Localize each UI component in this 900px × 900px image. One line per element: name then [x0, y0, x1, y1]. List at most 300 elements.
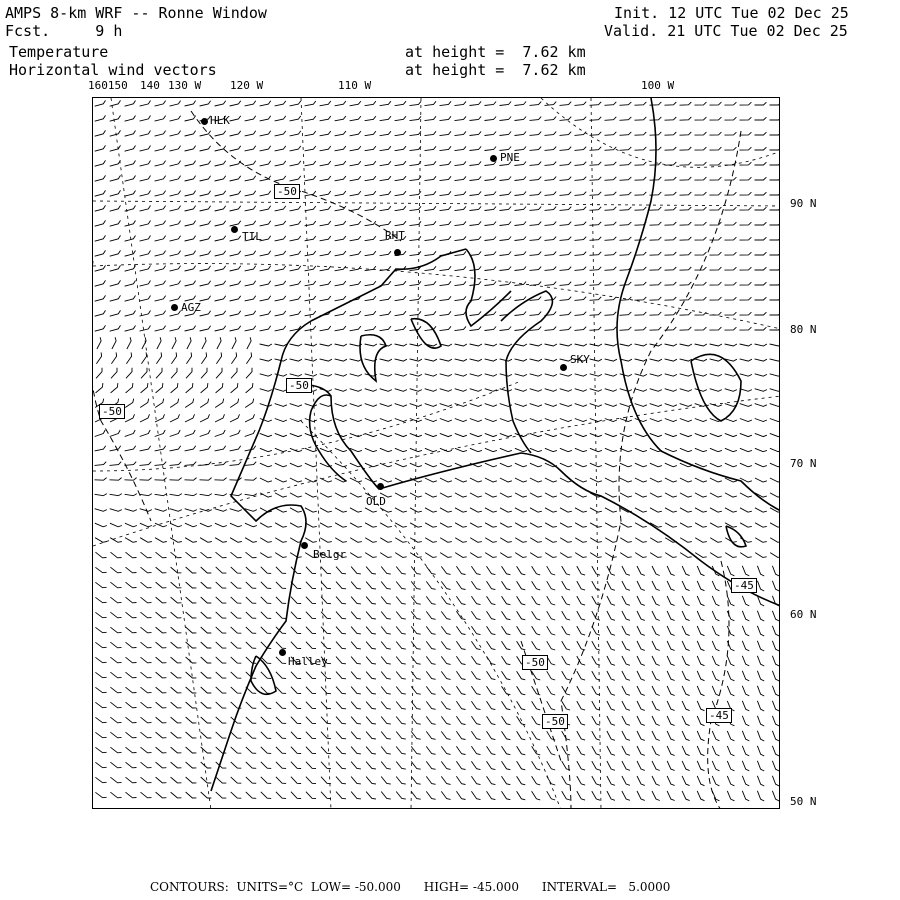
wind-vector	[170, 131, 181, 137]
wind-vector	[276, 762, 286, 769]
wind-vector	[650, 374, 662, 376]
wind-vector	[425, 296, 437, 300]
wind-vector	[575, 478, 587, 482]
wind-vector	[260, 404, 272, 407]
wind-vector	[260, 191, 271, 196]
wind-vector	[320, 448, 332, 451]
wind-vector	[665, 553, 677, 558]
wind-vector	[575, 207, 587, 211]
wind-vector	[455, 146, 467, 150]
wind-vector	[560, 147, 572, 151]
wind-vector	[680, 344, 692, 346]
wind-vector	[321, 717, 331, 724]
wind-vector	[487, 566, 496, 574]
wind-vector	[155, 399, 164, 408]
wind-vector	[770, 147, 781, 150]
wind-vector	[141, 777, 152, 783]
lon-label: 140	[140, 79, 160, 92]
wind-vector	[245, 221, 256, 226]
wind-vector	[530, 252, 542, 256]
wind-vector	[216, 352, 221, 363]
wind-vector	[607, 791, 615, 800]
wind-vector	[170, 523, 182, 527]
wind-vector	[620, 147, 632, 150]
wind-vector	[680, 102, 692, 105]
wind-vector	[515, 523, 527, 527]
wind-vector	[95, 190, 106, 196]
wind-vector	[425, 538, 437, 543]
wind-vector	[637, 566, 645, 575]
wind-vector	[155, 251, 166, 257]
wind-vector	[697, 716, 704, 726]
wind-vector	[425, 281, 437, 285]
wind-vector	[740, 493, 752, 497]
wind-vector	[772, 566, 779, 576]
wind-vector	[365, 296, 376, 301]
wind-vector	[305, 523, 317, 527]
wind-vector	[95, 657, 106, 662]
wind-vector	[232, 337, 236, 349]
wind-vector	[560, 463, 572, 467]
wind-vector	[201, 657, 212, 663]
wind-vector	[290, 523, 302, 527]
wind-vector	[562, 596, 570, 605]
wind-vector	[336, 642, 346, 649]
wind-vector	[635, 267, 647, 270]
wind-vector	[727, 791, 734, 801]
wind-vector	[515, 327, 527, 331]
wind-vector	[605, 478, 617, 482]
wind-vector	[607, 641, 615, 650]
wind-vector	[470, 131, 482, 135]
wind-vector	[351, 792, 361, 799]
wind-vector	[381, 657, 391, 665]
wind-vector	[650, 267, 662, 270]
wind-vector	[515, 132, 527, 136]
wind-vector	[215, 523, 227, 527]
wind-vector	[201, 792, 212, 798]
wind-vector	[575, 493, 587, 497]
wind-vector	[697, 581, 704, 591]
wind-vector	[305, 281, 316, 286]
wind-vector	[366, 657, 376, 664]
wind-vector	[335, 116, 346, 121]
wind-vector	[305, 359, 317, 361]
wind-vector	[260, 176, 271, 181]
wind-vector	[532, 611, 541, 620]
wind-vector	[620, 252, 632, 255]
wind-vector	[680, 493, 692, 497]
wind-vector	[275, 221, 286, 226]
wind-vector	[487, 611, 496, 619]
wind-vector	[202, 337, 206, 349]
wind-vector	[380, 553, 392, 558]
wind-vector	[471, 791, 480, 799]
wind-vector	[95, 777, 106, 782]
wind-vector	[770, 448, 780, 451]
wind-vector	[607, 701, 615, 710]
wind-vector	[381, 567, 391, 575]
wind-vector	[215, 236, 226, 241]
wind-vector	[126, 612, 137, 618]
wind-vector	[515, 297, 527, 301]
wind-vector	[381, 627, 391, 635]
wind-vector	[320, 359, 332, 361]
wind-vector	[712, 656, 719, 666]
wind-vector	[441, 761, 450, 769]
wind-vector	[260, 131, 271, 136]
wind-vector	[125, 206, 136, 212]
wind-vector	[710, 448, 722, 451]
wind-vector	[635, 419, 647, 422]
wind-vector	[230, 116, 241, 121]
wind-vector	[577, 761, 585, 770]
wind-vector	[141, 582, 152, 588]
wind-vector	[515, 222, 527, 226]
wind-vector	[110, 235, 121, 241]
wind-vector	[665, 207, 677, 210]
wind-vector	[517, 581, 526, 590]
wind-vector	[170, 326, 181, 332]
wind-vector	[620, 553, 632, 558]
wind-vector	[740, 297, 752, 300]
wind-vector	[755, 523, 767, 527]
wind-vector	[545, 538, 557, 543]
wind-vector	[515, 538, 527, 543]
wind-vector	[365, 523, 377, 527]
wind-vector	[485, 404, 497, 407]
wind-vector	[485, 132, 497, 136]
wind-vector	[755, 433, 767, 436]
wind-vector	[110, 250, 121, 256]
wind-vector	[740, 147, 752, 150]
wind-vector	[246, 702, 256, 708]
wind-vector	[485, 508, 497, 512]
wind-vector	[410, 101, 422, 105]
wind-vector	[530, 222, 542, 226]
wind-vector	[335, 389, 347, 392]
wind-vector	[125, 266, 136, 272]
wind-vector	[365, 161, 376, 166]
wind-vector	[607, 626, 615, 635]
wind-vector	[95, 702, 106, 707]
wind-vector	[125, 311, 136, 317]
wind-vector	[770, 222, 781, 225]
wind-vector	[755, 117, 767, 120]
wind-vector	[170, 430, 181, 437]
wind-vector	[652, 731, 660, 741]
wind-vector	[530, 147, 542, 151]
wind-vector	[637, 761, 645, 770]
wind-vector	[365, 176, 376, 181]
wind-vector	[410, 359, 422, 361]
wind-vector	[140, 221, 151, 227]
wind-vector	[125, 430, 136, 437]
wind-vector	[365, 311, 376, 316]
wind-vector	[770, 344, 780, 346]
wind-vector	[186, 762, 197, 768]
wind-vector	[291, 642, 301, 649]
wind-vector	[532, 761, 541, 770]
wind-vector	[395, 523, 407, 527]
station-marker	[171, 304, 178, 311]
wind-vector	[156, 732, 167, 738]
wind-vector	[740, 523, 752, 527]
wind-vector	[395, 389, 407, 392]
wind-vector	[620, 237, 632, 240]
wind-vector	[680, 478, 692, 482]
wind-vector	[680, 448, 692, 451]
wind-vector	[215, 311, 226, 316]
wind-vector	[381, 747, 391, 755]
wind-vector	[590, 523, 602, 527]
wind-vector	[215, 296, 226, 301]
wind-vector	[260, 389, 272, 392]
wind-vector	[335, 463, 347, 467]
wind-vector	[365, 538, 377, 543]
wind-vector	[95, 205, 106, 211]
wind-vector	[155, 176, 166, 182]
wind-vector	[547, 596, 556, 605]
wind-vector	[710, 389, 722, 392]
wind-vector	[365, 326, 376, 331]
wind-vector	[515, 177, 527, 181]
wind-vector	[667, 716, 675, 726]
wind-vector	[351, 642, 361, 649]
wind-vector	[231, 567, 242, 573]
wind-vector	[712, 596, 719, 606]
wind-vector	[455, 493, 467, 497]
wind-vector	[440, 191, 452, 195]
wind-vector	[95, 687, 106, 692]
wind-vector	[635, 553, 647, 558]
lat-label: 80 N	[790, 323, 817, 336]
wind-vector	[276, 642, 286, 649]
wind-vector	[381, 687, 391, 695]
wind-vector	[185, 478, 197, 481]
wind-vector	[305, 344, 317, 346]
wind-vector	[216, 383, 223, 393]
wind-vector	[560, 102, 572, 106]
wind-vector	[425, 131, 437, 135]
wind-vector	[171, 642, 182, 648]
wind-vector	[545, 389, 557, 392]
wind-vector	[622, 626, 630, 635]
wind-vector	[740, 327, 752, 330]
wind-vector	[200, 326, 211, 331]
wind-vector	[590, 237, 602, 241]
wind-vector	[291, 747, 301, 754]
wind-vector	[500, 538, 512, 543]
wind-vector	[335, 404, 347, 407]
wind-vector	[515, 344, 527, 346]
wind-vector	[455, 433, 467, 436]
wind-vector	[275, 251, 286, 256]
wind-vector	[757, 776, 764, 786]
wind-vector	[667, 686, 675, 696]
wind-vector	[667, 761, 675, 771]
wind-vector	[425, 433, 437, 436]
wind-vector	[712, 626, 719, 636]
wind-vector	[155, 326, 166, 332]
wind-vector	[380, 191, 391, 196]
wind-vector	[575, 463, 587, 467]
wind-vector	[487, 656, 496, 664]
wind-vector	[396, 582, 406, 590]
wind-vector	[95, 792, 106, 797]
wind-vector	[95, 612, 106, 617]
wind-vector	[170, 494, 182, 496]
wind-vector	[186, 747, 197, 753]
wind-vector	[395, 146, 406, 151]
wind-vector	[395, 344, 407, 346]
wind-vector	[755, 252, 767, 255]
wind-vector	[667, 731, 675, 741]
wind-vector	[607, 671, 615, 680]
wind-vector	[426, 596, 435, 604]
wind-vector	[530, 117, 542, 121]
wind-vector	[155, 414, 165, 422]
wind-vector	[335, 146, 346, 151]
wind-vector	[320, 374, 332, 376]
wind-vector	[366, 612, 376, 619]
wind-vector	[156, 383, 163, 393]
wind-vector	[770, 553, 780, 558]
wind-vector	[440, 359, 452, 361]
wind-vector	[575, 419, 587, 422]
wind-vector	[710, 147, 722, 150]
wind-vector	[635, 523, 647, 527]
wind-vector	[126, 352, 131, 363]
wind-vector	[710, 463, 722, 467]
wind-vector	[275, 146, 286, 151]
wind-vector	[650, 207, 662, 210]
lon-label: 110 W	[338, 79, 372, 92]
wind-vector	[410, 161, 422, 165]
wind-vector	[710, 222, 722, 225]
wind-vector	[366, 762, 376, 769]
wind-vector	[502, 671, 511, 680]
wind-vector	[530, 433, 542, 436]
wind-vector	[245, 523, 257, 527]
wind-vector	[351, 567, 361, 574]
wind-vector	[665, 117, 677, 120]
wind-vector	[275, 131, 286, 136]
wind-vector	[185, 236, 196, 241]
wind-vector	[140, 462, 152, 466]
wind-vector	[350, 191, 361, 196]
wind-vector	[635, 207, 647, 210]
wind-vector	[380, 523, 392, 527]
wind-vector	[290, 374, 302, 376]
wind-vector	[411, 731, 421, 739]
wind-vector	[590, 222, 602, 226]
wind-vector	[95, 567, 106, 572]
wind-vector	[471, 566, 480, 574]
wind-vector	[95, 325, 106, 331]
wind-vector	[170, 281, 181, 287]
wind-vector	[740, 419, 752, 422]
wind-vector	[740, 282, 752, 285]
wind-vector	[742, 791, 749, 801]
wind-vector	[201, 642, 212, 648]
wind-vector	[140, 131, 151, 137]
wind-vector	[456, 716, 465, 724]
wind-vector	[650, 192, 662, 195]
wind-vector	[757, 791, 764, 801]
wind-vector	[755, 553, 767, 558]
wind-vector	[757, 626, 764, 636]
wind-vector	[185, 399, 194, 408]
wind-vector	[200, 399, 209, 408]
wind-vector	[547, 581, 556, 590]
wind-vector	[517, 611, 526, 620]
wind-vector	[755, 222, 767, 225]
wind-vector	[215, 538, 227, 543]
wind-vector	[320, 176, 331, 181]
wind-vector	[200, 161, 211, 166]
wind-vector	[757, 746, 764, 756]
wind-vector	[695, 282, 707, 285]
wind-vector	[560, 553, 572, 558]
wind-vector	[261, 732, 271, 739]
wind-vector	[275, 493, 287, 497]
wind-vector	[230, 399, 239, 408]
wind-vector	[740, 374, 752, 376]
wind-vector	[577, 746, 585, 755]
wind-vector	[366, 717, 376, 724]
wind-vector	[110, 732, 121, 738]
wind-vector	[380, 101, 391, 106]
wind-vector	[260, 311, 271, 316]
wind-vector	[141, 702, 152, 708]
wind-vector	[216, 627, 227, 633]
wind-vector	[710, 327, 722, 330]
wind-vector	[231, 687, 242, 693]
wind-vector	[710, 267, 722, 270]
wind-vector	[172, 337, 176, 349]
wind-vector	[336, 777, 346, 784]
wind-vector	[502, 581, 511, 590]
wind-vector	[545, 478, 557, 482]
wind-vector	[740, 207, 752, 210]
map-frame	[92, 97, 780, 809]
wind-vector	[652, 566, 660, 576]
wind-vector	[246, 552, 257, 558]
wind-vector	[577, 731, 585, 740]
wind-vector	[665, 419, 677, 422]
wind-vector	[260, 538, 272, 543]
wind-vector	[622, 656, 630, 665]
wind-vector	[635, 463, 647, 467]
wind-vector	[695, 344, 707, 346]
wind-vector	[290, 146, 301, 151]
wind-vector	[650, 433, 662, 436]
wind-vector	[290, 553, 302, 558]
wind-vector	[471, 686, 480, 694]
wind-vector	[755, 237, 767, 240]
wind-vector	[156, 552, 167, 558]
wind-vector	[171, 777, 182, 783]
wind-vector	[246, 597, 256, 603]
wind-vector	[351, 687, 361, 694]
wind-vector	[245, 191, 256, 196]
wind-vector	[620, 177, 632, 180]
wind-vector	[156, 717, 167, 723]
wind-vector	[215, 161, 226, 166]
wind-vector	[185, 462, 197, 466]
wind-vector	[515, 389, 527, 392]
